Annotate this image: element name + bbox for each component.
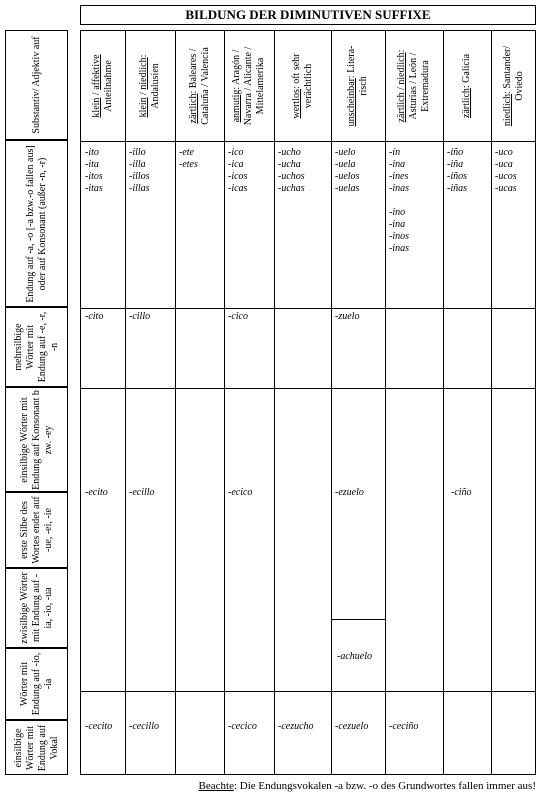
cell-last-c6: -cezuelo: [335, 721, 369, 732]
page-title: BILDUNG DER DIMINUTIVEN SUFFIXE: [80, 5, 536, 25]
cell-r1-c3: -ete -etes: [179, 147, 198, 170]
corner-header: [5, 30, 68, 140]
row-header-column: [5, 30, 68, 775]
cell-last-c7: -ceciño: [389, 721, 419, 732]
cell-last-c2: -cecillo: [129, 721, 159, 732]
row-header-5: zwisilbige Wörter mit Endung auf -ia, -io, -ua: [5, 568, 68, 648]
row-header-6: Wörter mit Endung auf -io, -ia: [5, 648, 68, 720]
cell-r2-c1: -cito: [85, 311, 104, 322]
row-header-3: einsilbige Wörter mit Endung auf Konsonant b zw. -ey: [5, 387, 68, 492]
cell-achuelo: -achuelo: [337, 651, 372, 662]
cell-r1-c6: -uelo -uela -uelos -uelas: [335, 147, 360, 194]
cell-r1-c9: -uco -uca -ucos -ucas: [495, 147, 517, 194]
cell-r1-c1: -ito -ita -itos -itas: [85, 147, 103, 194]
cell-mid-c8: -ciño: [451, 487, 472, 498]
cell-mid-c4: -ecico: [228, 487, 253, 498]
col-header-1: klein / affektive Anteilnahme: [91, 54, 114, 118]
cell-r1-c5: -ucho -ucha -uchos -uchas: [278, 147, 305, 194]
col-header-8: zärtlich: Galicia: [461, 53, 472, 119]
footnote: Beachte: Die Endungsvokalen -a bzw. -o des Grundwortes fallen immer aus!: [198, 780, 536, 792]
corner-label: Substantiv/ Adjektiv auf: [30, 36, 42, 134]
row-header-2: mehrsilbige Wörter mit Endung auf -e, -r, -n: [5, 307, 68, 387]
col-header-2: klein / niedlich: Andalusien: [138, 54, 161, 118]
cell-mid-c2: -ecillo: [129, 487, 155, 498]
cell-last-c1: -cecito: [85, 721, 113, 732]
row-header-4: erste Silbe des Wortes endet auf -ue, -ei, -ie: [5, 492, 68, 568]
cell-last-c5: -cezucho: [278, 721, 314, 732]
col-header-7: zärtlich / niedlich: Asturias / León / Extremadura: [396, 49, 431, 123]
col-header-5: wertlos: oft sehr verächtlich: [290, 53, 314, 119]
cell-mid-c6: -ezuelo: [335, 487, 364, 498]
cell-last-c4: -cecico: [228, 721, 257, 732]
cell-r1-c7: -ín -ina -ines -inas -ino -ina -inos -inas: [389, 147, 409, 254]
col-header-3: zärtlich: Baleares / Cataluña / Valencia: [187, 47, 211, 125]
cell-r2-c2: -cillo: [129, 311, 151, 322]
cell-r2-c4: -cico: [228, 311, 248, 322]
col-header-4: anmutig: Aragón / Navarra / Alicante / Mittelamerika: [231, 46, 266, 126]
cell-mid-c1: -ecito: [85, 487, 108, 498]
row-header-7: einsilbige Wörter mit Endung auf Vokal: [5, 720, 68, 775]
suffix-table: [80, 30, 536, 775]
cell-r1-c2: -illo -illa -illos -illas: [129, 147, 150, 194]
col-header-9: niedlich: Santander/ Oviedo: [502, 45, 525, 127]
row-header-1: Endung auf -a, -o [-a bzw.-o fallen aus] oder auf Konsonant (außer -n, -r): [5, 140, 68, 307]
col-header-6: unscheinbar: Litera-risch: [346, 45, 369, 127]
cell-r1-c8: -iño -iña -iños -iñas: [447, 147, 467, 194]
cell-r1-c4: -ico -ica -icos -icas: [228, 147, 248, 194]
cell-r2-c6: -zuelo: [335, 311, 360, 322]
